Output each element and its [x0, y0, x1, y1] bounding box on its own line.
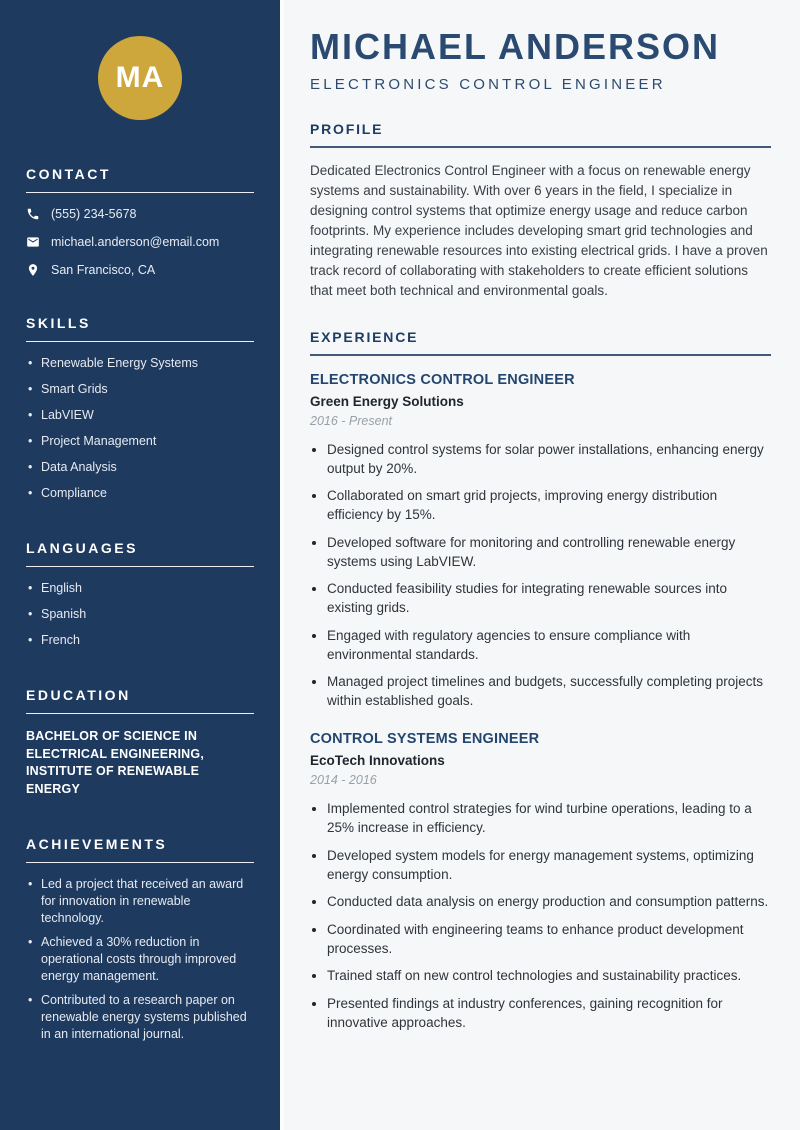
achievements-list [26, 876, 254, 1043]
skill-item: • Smart Grids [26, 381, 254, 398]
contact-email-text: michael.anderson@email.com [51, 235, 220, 249]
avatar-initials: MA [115, 61, 165, 94]
experience-heading: EXPERIENCE [310, 329, 771, 356]
avatar [98, 36, 182, 120]
achievement-item: • Contributed to a research paper on renewable energy systems published in an international journal. [26, 992, 254, 1043]
job-bullet: • Trained staff on new control technologies and sustainability practices. [327, 966, 771, 985]
job-bullets [310, 799, 771, 1032]
experience-section [310, 329, 771, 1032]
job-title: ELECTRONICS CONTROL ENGINEER [310, 371, 575, 388]
education-degree: BACHELOR OF SCIENCE IN ELECTRICAL ENGINEERING, INSTITUTE OF RENEWABLE ENERGY [26, 729, 204, 796]
language-item: • Spanish [26, 606, 254, 623]
skill-item: • Data Analysis [26, 459, 254, 476]
job-entry [310, 731, 771, 1032]
languages-heading: LANGUAGES [26, 540, 254, 567]
sidebar-section-skills [26, 315, 254, 502]
skill-item: • Renewable Energy Systems [26, 355, 254, 372]
skills-list [26, 355, 254, 502]
skills-heading: SKILLS [26, 315, 254, 342]
achievement-item: • Led a project that received an award for innovation in renewable technology. [26, 876, 254, 927]
contact-item-phone [26, 207, 254, 221]
job-bullet: • Engaged with regulatory agencies to ensure compliance with environmental standards. [327, 626, 771, 664]
job-company: EcoTech Innovations [310, 753, 445, 769]
phone-icon [26, 207, 40, 221]
language-item: • English [26, 580, 254, 597]
language-item: • French [26, 632, 254, 649]
job-bullets [310, 440, 771, 711]
location-icon [26, 263, 40, 277]
job-bullet: • Developed software for monitoring and controlling renewable energy systems using LabVIEW. [327, 533, 771, 571]
achievement-item: • Achieved a 30% reduction in operational costs through improved energy management. [26, 934, 254, 985]
job-bullet: • Collaborated on smart grid projects, improving energy distribution efficiency by 15%. [327, 486, 771, 524]
skill-item: • Project Management [26, 433, 254, 450]
profile-text: Dedicated Electronics Control Engineer with a focus on renewable energy systems and sustainability. With over 6 years in the field, I specialize in designing control systems that optimize energy usage and reduce carbon footprints. My experience includes developing smart grid technologies and integrating renewable resources into existing electrical grids. I have a proven track record of collaborating with stakeholders to create efficient solutions that meet both technical and environmental goals. [310, 162, 768, 298]
job-subtitle: ELECTRONICS CONTROL ENGINEER [310, 75, 666, 93]
sidebar-section-achievements [26, 836, 254, 1043]
job-bullet: • Presented findings at industry conferences, gaining recognition for innovative approaches. [327, 994, 771, 1032]
job-bullet: • Coordinated with engineering teams to enhance product development processes. [327, 920, 771, 958]
job-company: Green Energy Solutions [310, 393, 464, 409]
job-title: CONTROL SYSTEMS ENGINEER [310, 731, 540, 748]
education-heading: EDUCATION [26, 687, 254, 714]
job-bullet: • Designed control systems for solar power installations, enhancing energy output by 20%. [327, 440, 771, 478]
contact-location-text: San Francisco, CA [51, 263, 156, 277]
main-content [280, 0, 800, 1130]
job-bullet: • Managed project timelines and budgets, successfully completing projects within established goals. [327, 672, 771, 710]
sidebar-section-education [26, 687, 254, 798]
contact-phone-text: (555) 234-5678 [51, 207, 137, 221]
contact-item-location [26, 263, 254, 277]
skill-item: • Compliance [26, 485, 254, 502]
job-bullet: • Conducted feasibility studies for integrating renewable sources into existing grids. [327, 579, 771, 617]
job-bullet: • Conducted data analysis on energy production and consumption patterns. [327, 892, 771, 911]
achievements-heading: ACHIEVEMENTS [26, 836, 254, 863]
job-bullet: • Developed system models for energy management systems, optimizing energy consumption. [327, 846, 771, 884]
languages-list [26, 580, 254, 649]
profile-heading: PROFILE [310, 121, 771, 148]
page-title: MICHAEL ANDERSON [310, 26, 721, 67]
sidebar-section-languages [26, 540, 254, 649]
contact-heading: CONTACT [26, 166, 254, 193]
job-dates: 2014 - 2016 [310, 773, 377, 788]
contact-item-email [26, 235, 254, 249]
sidebar-section-contact [26, 166, 254, 277]
job-bullet: • Implemented control strategies for wind turbine operations, leading to a 25% increase in efficiency. [327, 799, 771, 837]
skill-item: • LabVIEW [26, 407, 254, 424]
profile-section [310, 121, 771, 301]
sidebar [0, 0, 280, 1130]
job-entry [310, 372, 771, 711]
job-dates: 2016 - Present [310, 413, 392, 428]
email-icon [26, 235, 40, 249]
